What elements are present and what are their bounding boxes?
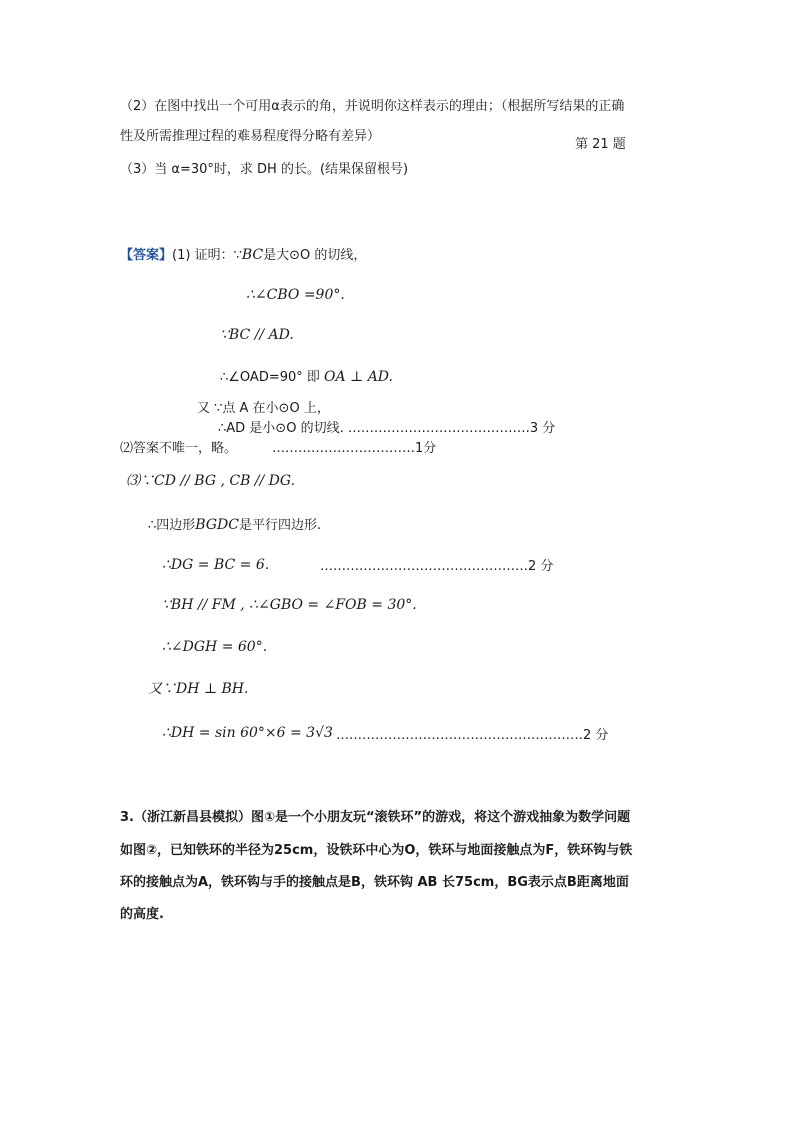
answer-line-7	[120, 440, 237, 458]
q3-line-3: 环的接触点为A，铁环钩与手的接触点是B，铁环钩 AB 长75cm，BG表示点B距离地面	[120, 875, 629, 890]
q3-line-4: 的高度.	[120, 907, 164, 922]
answer-l9-suffix: 是平行四边形.	[238, 518, 322, 533]
q2-line-2: 性及所需推理过程的难易程度得分略有差异）	[120, 129, 381, 144]
answer-tag: 【答案】	[120, 248, 173, 263]
answer-line-5: 又 ∵点 A 在小⊙O 上，	[197, 401, 330, 416]
answer-l9-math: BGDC	[195, 517, 239, 533]
answer-l1-math: BC	[241, 247, 264, 263]
answer-l1-prefix: (1) 证明：∵	[172, 248, 242, 263]
q2-line-3: （3）当 α=30°时，求 DH 的长。(结果保留根号)	[120, 162, 409, 177]
answer-l7-score: ……………………………1分	[272, 441, 437, 456]
answer-l6-text: ∴AD 是小⊙O 的切线.	[218, 421, 344, 436]
answer-line-9	[148, 516, 321, 535]
answer-l1-suffix: 是大⊙O 的切线，	[263, 248, 367, 263]
q2-line-1: （2）在图中找出一个可用α表示的角，并说明你这样表示的理由；（根据所写结果的正确	[120, 99, 625, 114]
answer-l4-math: OA ⊥ AD.	[324, 369, 393, 385]
answer-line-14: ∴DH = sin 60°×6 = 3√3	[162, 725, 333, 741]
answer-line-11: ∵BH // FM , ∴∠GBO = ∠FOB = 30°.	[162, 597, 417, 613]
figure-label: 第 21 题	[575, 137, 626, 152]
answer-line-1	[120, 246, 366, 265]
answer-l7-text: ⑵答案不唯一，略。	[120, 441, 238, 456]
q3-line-1: 3.（浙江新昌县模拟）图①是一个小朋友玩“滚铁环”的游戏，将这个游戏抽象为数学问题	[120, 810, 631, 825]
answer-line-12: ∴∠DGH = 60°.	[162, 639, 268, 655]
answer-l4-text: ∴∠OAD=90° 即	[220, 370, 320, 385]
answer-l9-prefix: ∴四边形	[148, 518, 196, 533]
answer-line-6	[218, 420, 555, 438]
answer-l14-score: …………………………………………………2 分	[336, 728, 609, 743]
answer-line-8: ⑶∵CD // BG , CB // DG.	[126, 473, 296, 489]
answer-line-4	[220, 368, 393, 387]
answer-l10-score: …………………………………………2 分	[320, 559, 554, 574]
answer-line-2: ∴∠CBO =90°.	[246, 287, 345, 303]
q3-line-2: 如图②，已知铁环的半径为25cm，设铁环中心为O，铁环与地面接触点为F，铁环钩与铁	[120, 843, 633, 858]
answer-line-10: ∴DG = BC = 6.	[162, 557, 270, 573]
answer-line-3: ∵BC // AD.	[220, 327, 294, 343]
answer-line-13: 又∵DH ⊥ BH.	[148, 681, 249, 697]
answer-l6-score: ……………………………………3 分	[347, 421, 556, 436]
